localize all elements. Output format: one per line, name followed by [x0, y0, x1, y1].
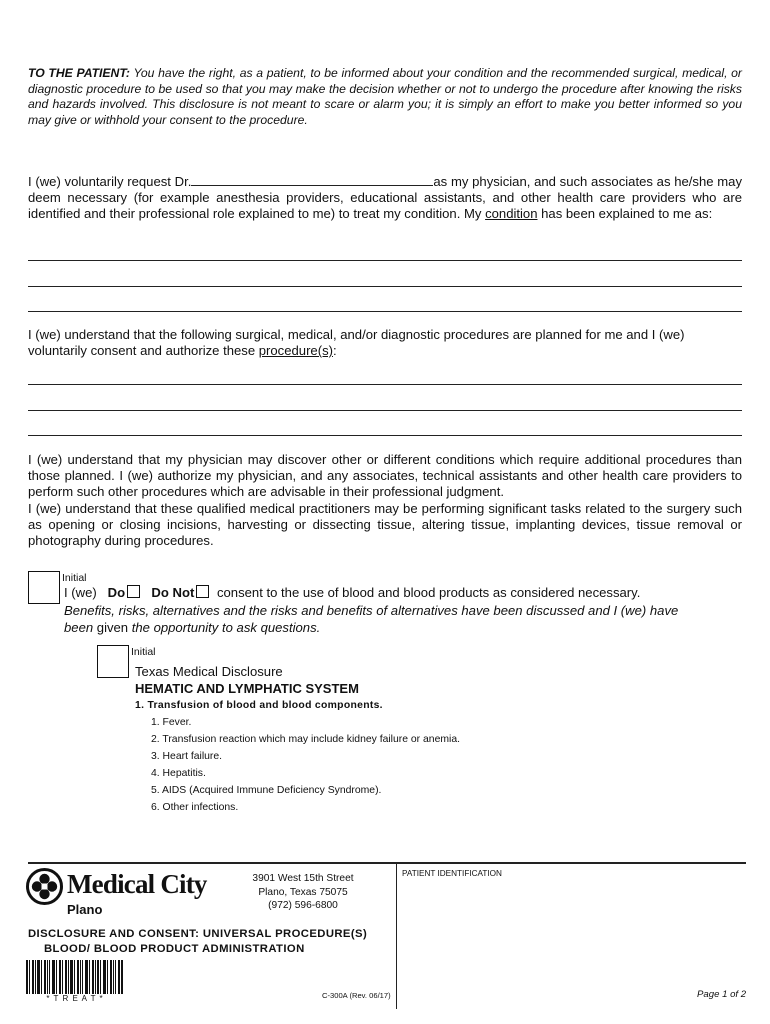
condition-line-2[interactable]	[28, 286, 742, 287]
additional-procedures-text: I (we) understand that my physician may discover other or different conditions which require additional procedures than those planned. I (we) authorize my physician, and any associates, technical assistants and other health care providers to perform such other procedures which are advisable in their professional judgment.	[28, 452, 742, 500]
logo-text: Medical City	[67, 869, 207, 899]
request-text-start: I (we) voluntarily request Dr.	[28, 174, 192, 189]
disclosure-subtitle: HEMATIC AND LYMPHATIC SYSTEM	[135, 681, 359, 696]
practitioner-tasks-text: I (we) understand that these qualified medical practitioners may be performing significant tasks related to the surgery such as opening or closing incisions, harvesting or dissecting tissue, altering tissue, implanting devices, tissue removal or photography during procedures.	[28, 500, 742, 549]
patient-id-label: PATIENT IDENTIFICATION	[402, 869, 502, 878]
disclosure-title: Texas Medical Disclosure	[135, 664, 283, 679]
list-item: 3. Heart failure.	[151, 750, 223, 762]
address-line-2: Plano, Texas 75075	[258, 886, 348, 898]
form-code: C-300A (Rev. 06/17)	[322, 991, 391, 1000]
condition-line-3[interactable]	[28, 311, 742, 312]
address-line-1: 3901 West 15th Street	[252, 873, 354, 884]
list-item: 4. Hepatitis.	[151, 767, 206, 779]
risk-list	[151, 715, 460, 816]
procedures-colon: :	[332, 343, 337, 359]
blood-consent-text: consent to the use of blood and blood products as considered necessary.	[216, 585, 641, 600]
intro-text: You have the right, as a patient, to be informed about your condition and the recommended surgical, medical, or diagnostic procedure to be used so that you may make the decision whether or not to undergo the procedure after knowing the risks and hazards involved. This disclosure is not meant to scare or alarm you; it is simply an effort to make you better informed so you may give or withhold your consent to the procedure.	[28, 66, 742, 127]
patient-id-divider	[396, 863, 397, 1009]
request-text-middle: as my physician, and such associates as he/she may deem necessary (for example anesthesia providers, educational assistants, and other health care providers who are identified and their professional role explained to me) to treat my condition. My	[28, 174, 742, 222]
procedure-line-3[interactable]	[28, 435, 742, 436]
procedures-text: I (we) understand that the following surgical, medical, and/or diagnostic procedures are planned for me and I (we) voluntarily consent and authorize these	[28, 327, 685, 359]
procedures-word: procedure(s)	[258, 343, 333, 359]
do-not-label: Do Not	[151, 585, 195, 600]
footer-divider	[28, 862, 746, 864]
additional-conditions-paragraph	[28, 452, 742, 549]
list-item: 5. AIDS (Acquired Immune Deficiency Syndrome).	[151, 784, 382, 796]
barcode	[26, 960, 124, 994]
benefits-text: Benefits, risks, alternatives and the risks and benefits of alternatives have been discussed and I (we) have	[64, 603, 679, 618]
request-text-end: has been explained to me as:	[541, 206, 713, 222]
list-item: 6. Other infections.	[151, 801, 239, 813]
barcode-text: * T R E A T *	[46, 994, 104, 1003]
do-checkbox[interactable]	[127, 585, 140, 598]
blood-consent-initial-box[interactable]	[28, 571, 60, 604]
blood-consent-we: I (we)	[64, 585, 97, 600]
intro-lead: TO THE PATIENT:	[28, 66, 130, 80]
phone-number: (972) 596-6800	[268, 900, 338, 911]
patient-rights-intro	[28, 66, 742, 128]
hospital-address	[236, 872, 370, 913]
form-title-1: DISCLOSURE AND CONSENT: UNIVERSAL PROCEDURE(S)	[28, 928, 368, 940]
physician-request-paragraph	[28, 173, 742, 223]
procedures-paragraph	[28, 327, 742, 359]
blood-consent-line	[64, 585, 640, 600]
been-word: been	[64, 620, 94, 635]
blood-consent-initial-label: Initial	[62, 572, 87, 584]
physician-name-field[interactable]	[191, 173, 433, 186]
form-title-2: BLOOD/ BLOOD PRODUCT ADMINISTRATION	[44, 943, 305, 955]
condition-line-1[interactable]	[28, 260, 742, 261]
medical-city-logo-icon	[26, 868, 63, 905]
procedure-line-2[interactable]	[28, 410, 742, 411]
questions-text: the opportunity to ask questions.	[131, 620, 321, 635]
condition-word: condition	[485, 206, 538, 222]
do-not-checkbox[interactable]	[196, 585, 209, 598]
logo-sub: Plano	[67, 902, 103, 917]
list-item: 2. Transfusion reaction which may include kidney failure or anemia.	[151, 733, 460, 745]
procedure-line-1[interactable]	[28, 384, 742, 385]
disclosure-initial-label: Initial	[131, 646, 156, 658]
blood-consent-italic	[64, 602, 744, 636]
page-number: Page 1 of 2	[697, 989, 747, 1000]
do-label: Do	[107, 585, 126, 600]
given-word: given	[96, 620, 129, 635]
disclosure-initial-box[interactable]	[97, 645, 129, 678]
list-item: 1. Fever.	[151, 717, 192, 728]
disclosure-section-heading: 1. Transfusion of blood and blood components.	[135, 700, 383, 711]
